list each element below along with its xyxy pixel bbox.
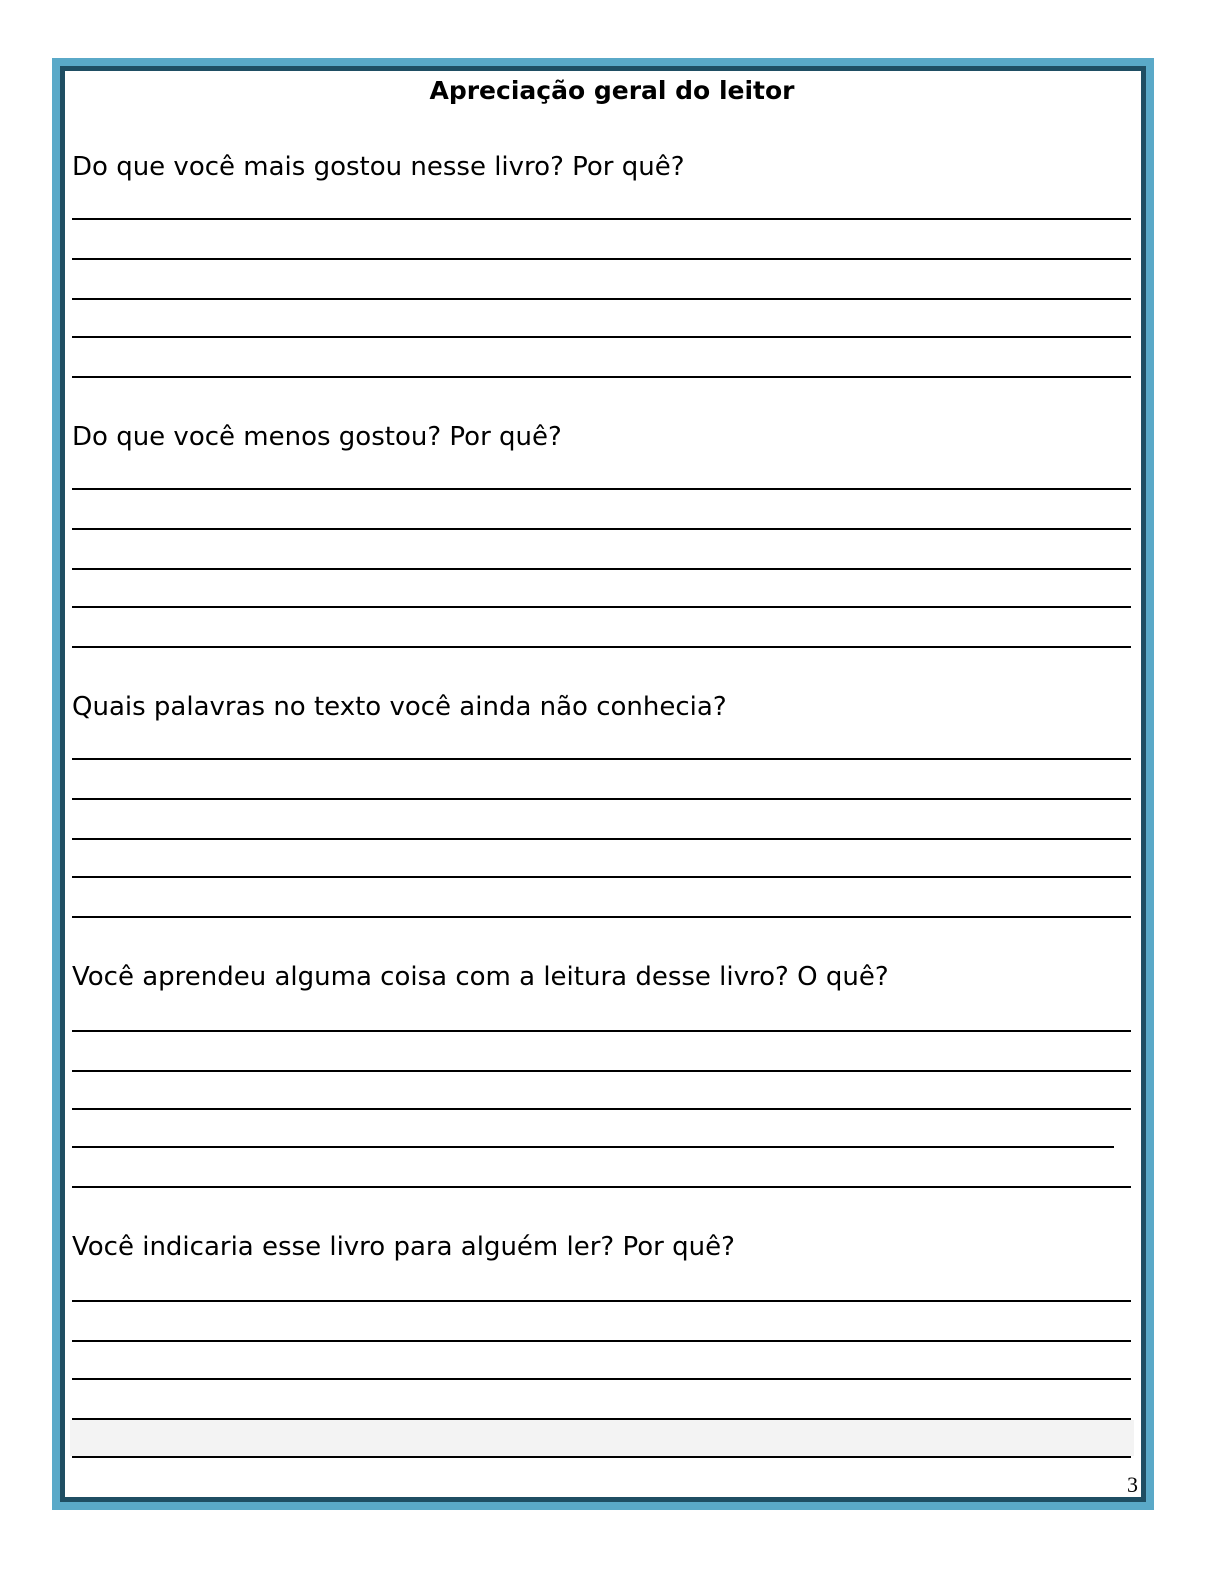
answer-line[interactable]: [72, 1108, 1131, 1110]
answer-line[interactable]: [72, 916, 1131, 918]
answer-line[interactable]: [72, 1340, 1131, 1342]
question-5: Você indicaria esse livro para alguém ler? Por quê?: [72, 1232, 735, 1262]
answer-line[interactable]: [72, 298, 1131, 300]
answer-line[interactable]: [72, 646, 1131, 648]
answer-line[interactable]: [72, 336, 1131, 338]
answer-line[interactable]: [72, 1378, 1131, 1380]
answer-line[interactable]: [72, 838, 1131, 840]
question-3: Quais palavras no texto você ainda não conhecia?: [72, 692, 727, 722]
answer-line[interactable]: [72, 1186, 1131, 1188]
shaded-answer-band: [70, 1420, 1134, 1456]
answer-line[interactable]: [72, 1418, 1131, 1420]
question-2: Do que você menos gostou? Por quê?: [72, 422, 562, 452]
answer-line[interactable]: [72, 1146, 1114, 1148]
answer-line[interactable]: [72, 1030, 1131, 1032]
answer-line[interactable]: [72, 876, 1131, 878]
page-number: 3: [1127, 1472, 1138, 1497]
question-4: Você aprendeu alguma coisa com a leitura desse livro? O quê?: [72, 962, 889, 992]
answer-line[interactable]: [72, 258, 1131, 260]
page-frame-inner: [60, 66, 1146, 1502]
question-1: Do que você mais gostou nesse livro? Por quê?: [72, 152, 685, 182]
answer-line[interactable]: [72, 606, 1131, 608]
answer-line[interactable]: [72, 1456, 1131, 1458]
answer-line[interactable]: [72, 488, 1131, 490]
answer-line[interactable]: [72, 1070, 1131, 1072]
page-title: Apreciação geral do leitor: [429, 76, 795, 105]
answer-line[interactable]: [72, 798, 1131, 800]
answer-line[interactable]: [72, 218, 1131, 220]
answer-line[interactable]: [72, 528, 1131, 530]
answer-line[interactable]: [72, 568, 1131, 570]
answer-line[interactable]: [72, 376, 1131, 378]
answer-line[interactable]: [72, 1300, 1131, 1302]
answer-line[interactable]: [72, 758, 1131, 760]
